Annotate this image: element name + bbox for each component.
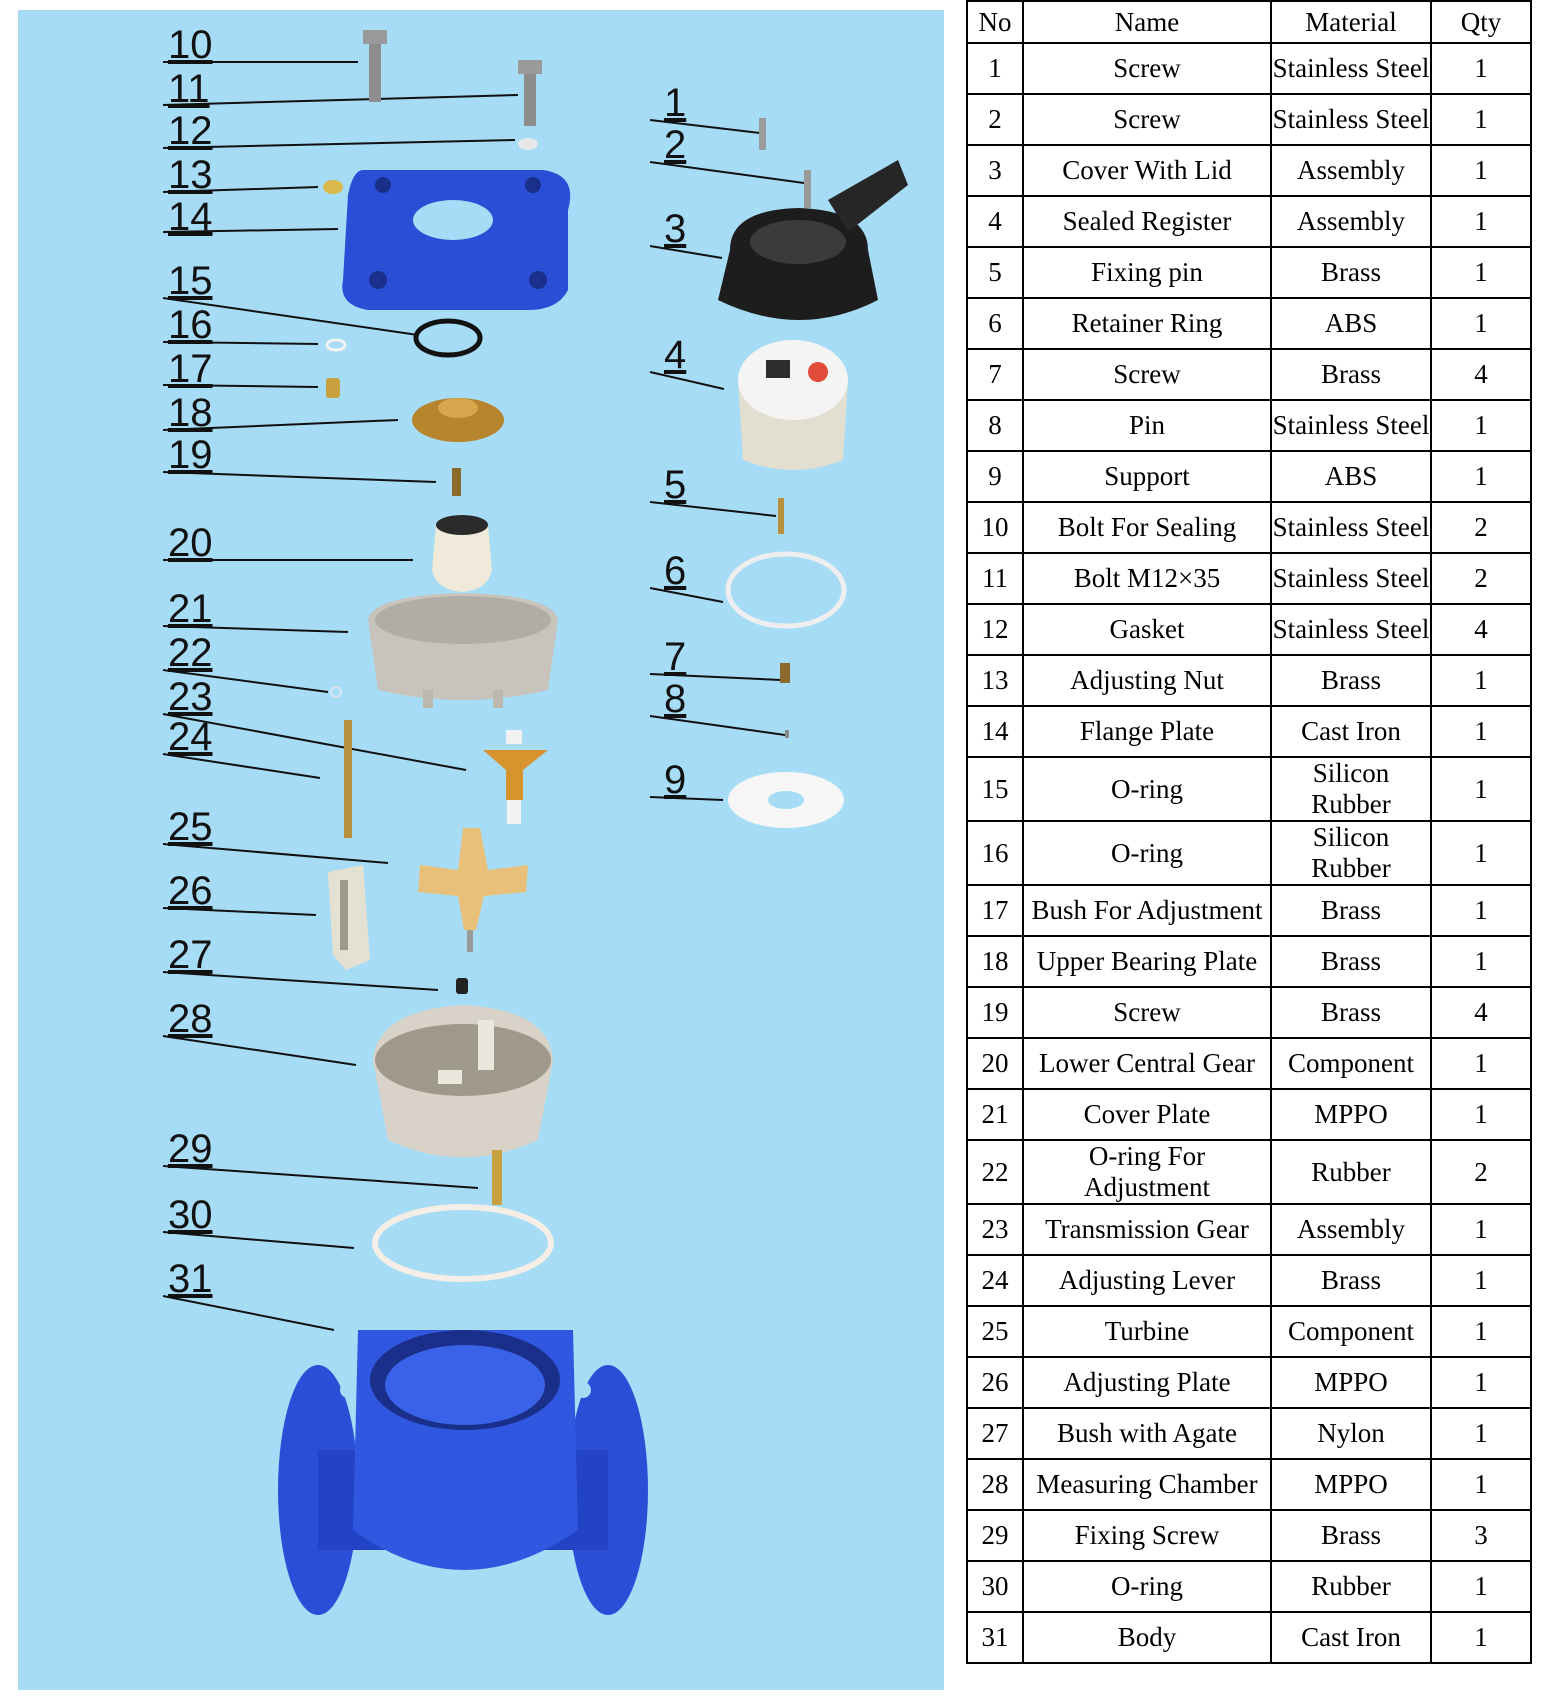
cell-no: 2	[967, 94, 1023, 145]
cell-name: Bolt For Sealing	[1023, 502, 1271, 553]
cell-name: O-ring For Adjustment	[1023, 1140, 1271, 1204]
cell-material: Nylon	[1271, 1408, 1431, 1459]
label-29: 29	[168, 1127, 213, 1171]
label-18: 18	[168, 391, 213, 435]
table-row	[967, 43, 1531, 94]
table-row	[967, 1306, 1531, 1357]
label-28: 28	[168, 997, 213, 1041]
cell-no: 25	[967, 1306, 1023, 1357]
label-16: 16	[168, 303, 213, 347]
cell-material: ABS	[1271, 451, 1431, 502]
cell-material: Brass	[1271, 655, 1431, 706]
cell-material: Stainless Steel	[1271, 43, 1431, 94]
exploded-diagram	[18, 10, 944, 1690]
table-row	[967, 604, 1531, 655]
table-row	[967, 1612, 1531, 1663]
cell-name: Adjusting Nut	[1023, 655, 1271, 706]
cell-qty: 4	[1431, 604, 1531, 655]
cell-no: 8	[967, 400, 1023, 451]
cell-qty: 3	[1431, 1510, 1531, 1561]
cell-no: 23	[967, 1204, 1023, 1255]
cell-name: Support	[1023, 451, 1271, 502]
table-row	[967, 821, 1531, 885]
cell-qty: 1	[1431, 1089, 1531, 1140]
label-19: 19	[168, 433, 213, 477]
cell-qty: 1	[1431, 706, 1531, 757]
table-row	[967, 400, 1531, 451]
cell-no: 22	[967, 1140, 1023, 1204]
cell-no: 14	[967, 706, 1023, 757]
part-adjusting-plate	[328, 865, 370, 970]
label-6: 6	[664, 549, 687, 593]
label-15: 15	[168, 259, 213, 303]
cell-name: Adjusting Lever	[1023, 1255, 1271, 1306]
cell-no: 3	[967, 145, 1023, 196]
cell-no: 29	[967, 1510, 1023, 1561]
table-row	[967, 1459, 1531, 1510]
cell-no: 30	[967, 1561, 1023, 1612]
cell-name: Turbine	[1023, 1306, 1271, 1357]
part-bush-for-adjustment	[326, 378, 340, 398]
cell-material: Assembly	[1271, 1204, 1431, 1255]
cell-qty: 1	[1431, 1408, 1531, 1459]
cell-material: Component	[1271, 1038, 1431, 1089]
label-21: 21	[168, 587, 213, 631]
part-flange-plate	[342, 170, 570, 310]
table-row	[967, 553, 1531, 604]
part-screw-2	[804, 170, 811, 208]
table-row	[967, 298, 1531, 349]
cell-name: Bush For Adjustment	[1023, 885, 1271, 936]
cell-no: 19	[967, 987, 1023, 1038]
table-row	[967, 987, 1531, 1038]
table-row	[967, 1204, 1531, 1255]
cell-name: Fixing Screw	[1023, 1510, 1271, 1561]
cell-material: Brass	[1271, 987, 1431, 1038]
label-5: 5	[664, 463, 687, 507]
label-22: 22	[168, 631, 213, 675]
part-adjusting-nut	[323, 180, 343, 194]
cell-material: Stainless Steel	[1271, 400, 1431, 451]
cell-qty: 1	[1431, 400, 1531, 451]
table-row	[967, 349, 1531, 400]
cell-material: Brass	[1271, 247, 1431, 298]
cell-name: Gasket	[1023, 604, 1271, 655]
label-7: 7	[664, 635, 687, 679]
table-row	[967, 145, 1531, 196]
table-row	[967, 1510, 1531, 1561]
cell-qty: 1	[1431, 451, 1531, 502]
cell-material: Cast Iron	[1271, 1612, 1431, 1663]
label-27: 27	[168, 933, 213, 977]
cell-name: Flange Plate	[1023, 706, 1271, 757]
cell-name: Transmission Gear	[1023, 1204, 1271, 1255]
part-bolt-for-sealing	[363, 30, 387, 102]
cell-qty: 1	[1431, 43, 1531, 94]
cell-material: Stainless Steel	[1271, 604, 1431, 655]
cell-qty: 1	[1431, 936, 1531, 987]
label-31: 31	[168, 1257, 213, 1301]
cell-no: 10	[967, 502, 1023, 553]
label-14: 14	[168, 195, 213, 239]
cell-qty: 4	[1431, 349, 1531, 400]
cell-name: Measuring Chamber	[1023, 1459, 1271, 1510]
cell-no: 17	[967, 885, 1023, 936]
cell-material: Component	[1271, 1306, 1431, 1357]
header-qty: Qty	[1431, 1, 1531, 43]
cell-no: 16	[967, 821, 1023, 885]
parts-table	[966, 0, 1532, 1664]
part-bolt-m12	[518, 60, 542, 126]
label-20: 20	[168, 521, 213, 565]
cell-material: MPPO	[1271, 1357, 1431, 1408]
cell-material: Silicon Rubber	[1271, 757, 1431, 821]
cell-no: 4	[967, 196, 1023, 247]
part-o-ring-22	[331, 687, 341, 697]
cell-name: Upper Bearing Plate	[1023, 936, 1271, 987]
cell-no: 31	[967, 1612, 1023, 1663]
cell-qty: 2	[1431, 553, 1531, 604]
table-row	[967, 451, 1531, 502]
cell-material: Stainless Steel	[1271, 502, 1431, 553]
cell-qty: 1	[1431, 247, 1531, 298]
label-10: 10	[168, 23, 213, 67]
table-body	[967, 43, 1531, 1663]
cell-no: 13	[967, 655, 1023, 706]
cell-name: Bush with Agate	[1023, 1408, 1271, 1459]
cell-qty: 1	[1431, 821, 1531, 885]
cell-qty: 2	[1431, 1140, 1531, 1204]
cell-qty: 1	[1431, 1561, 1531, 1612]
part-upper-bearing-plate	[412, 398, 504, 442]
label-3: 3	[664, 207, 687, 251]
label-12: 12	[168, 109, 213, 153]
cell-name: Cover With Lid	[1023, 145, 1271, 196]
cell-qty: 1	[1431, 1306, 1531, 1357]
label-4: 4	[664, 333, 687, 377]
cell-material: Brass	[1271, 885, 1431, 936]
part-o-ring-15	[416, 321, 480, 355]
cell-qty: 1	[1431, 1255, 1531, 1306]
table-row	[967, 757, 1531, 821]
table-row	[967, 655, 1531, 706]
label-30: 30	[168, 1193, 213, 1237]
cell-name: Retainer Ring	[1023, 298, 1271, 349]
cell-name: O-ring	[1023, 1561, 1271, 1612]
part-o-ring-16	[327, 340, 345, 350]
cell-no: 15	[967, 757, 1023, 821]
label-2: 2	[664, 123, 687, 167]
cell-no: 9	[967, 451, 1023, 502]
cell-qty: 1	[1431, 1612, 1531, 1663]
cell-no: 18	[967, 936, 1023, 987]
cell-qty: 1	[1431, 94, 1531, 145]
cell-qty: 1	[1431, 885, 1531, 936]
cell-no: 12	[967, 604, 1023, 655]
cell-qty: 1	[1431, 1459, 1531, 1510]
cell-no: 6	[967, 298, 1023, 349]
part-fixing-pin	[778, 498, 784, 534]
cell-no: 26	[967, 1357, 1023, 1408]
cell-no: 20	[967, 1038, 1023, 1089]
part-measuring-chamber	[373, 1005, 553, 1158]
part-bush-with-agate	[456, 978, 468, 994]
cell-name: Fixing pin	[1023, 247, 1271, 298]
part-screw-7	[780, 663, 790, 683]
table-row	[967, 1357, 1531, 1408]
cell-name: Cover Plate	[1023, 1089, 1271, 1140]
label-23: 23	[168, 675, 213, 719]
cell-no: 21	[967, 1089, 1023, 1140]
table-row	[967, 247, 1531, 298]
part-screw-19	[452, 468, 461, 496]
label-1: 1	[664, 81, 687, 125]
table-row	[967, 936, 1531, 987]
cell-material: MPPO	[1271, 1089, 1431, 1140]
label-13: 13	[168, 153, 213, 197]
part-cover-plate	[368, 593, 558, 708]
cell-qty: 1	[1431, 1357, 1531, 1408]
cell-qty: 1	[1431, 298, 1531, 349]
cell-name: Pin	[1023, 400, 1271, 451]
part-adjusting-lever	[344, 720, 352, 838]
cell-name: Lower Central Gear	[1023, 1038, 1271, 1089]
table-row	[967, 885, 1531, 936]
header-material: Material	[1271, 1, 1431, 43]
table-row	[967, 502, 1531, 553]
cell-qty: 1	[1431, 196, 1531, 247]
cell-material: Brass	[1271, 936, 1431, 987]
label-24: 24	[168, 715, 213, 759]
cell-no: 27	[967, 1408, 1023, 1459]
cell-no: 28	[967, 1459, 1023, 1510]
cell-name: Screw	[1023, 43, 1271, 94]
table-row	[967, 1038, 1531, 1089]
cell-material: Assembly	[1271, 196, 1431, 247]
cell-name: O-ring	[1023, 757, 1271, 821]
table-row	[967, 1561, 1531, 1612]
label-11: 11	[168, 67, 210, 111]
table-row	[967, 94, 1531, 145]
header-name: Name	[1023, 1, 1271, 43]
cell-name: Body	[1023, 1612, 1271, 1663]
diagram-svg	[18, 10, 944, 1690]
table-header-row	[967, 1, 1531, 43]
part-pin	[785, 730, 789, 738]
label-17: 17	[168, 347, 213, 391]
cell-qty: 1	[1431, 655, 1531, 706]
cell-qty: 1	[1431, 757, 1531, 821]
cell-material: Silicon Rubber	[1271, 821, 1431, 885]
cell-name: Screw	[1023, 987, 1271, 1038]
label-26: 26	[168, 869, 213, 913]
cell-qty: 1	[1431, 1038, 1531, 1089]
cell-material: Cast Iron	[1271, 706, 1431, 757]
part-lower-central-gear	[432, 515, 492, 592]
cell-name: O-ring	[1023, 821, 1271, 885]
part-fixing-screw	[492, 1150, 502, 1205]
part-o-ring-30	[375, 1207, 551, 1279]
cell-qty: 1	[1431, 1204, 1531, 1255]
cell-qty: 1	[1431, 145, 1531, 196]
cell-material: Brass	[1271, 349, 1431, 400]
cell-no: 24	[967, 1255, 1023, 1306]
cell-material: Stainless Steel	[1271, 553, 1431, 604]
part-gasket	[518, 138, 538, 150]
label-9: 9	[664, 758, 687, 802]
table-row	[967, 1089, 1531, 1140]
cell-no: 11	[967, 553, 1023, 604]
part-screw-1	[759, 118, 766, 150]
part-cover-with-lid	[718, 160, 908, 320]
cell-material: Brass	[1271, 1255, 1431, 1306]
cell-name: Screw	[1023, 349, 1271, 400]
header-no: No	[967, 1, 1023, 43]
table-row	[967, 1255, 1531, 1306]
cell-material: Brass	[1271, 1510, 1431, 1561]
cell-material: ABS	[1271, 298, 1431, 349]
part-transmission-gear	[483, 730, 548, 824]
cell-material: Assembly	[1271, 145, 1431, 196]
cell-material: MPPO	[1271, 1459, 1431, 1510]
cell-name: Bolt M12×35	[1023, 553, 1271, 604]
part-retainer-ring	[728, 554, 844, 626]
table-row	[967, 196, 1531, 247]
cell-material: Rubber	[1271, 1140, 1431, 1204]
part-support	[728, 772, 844, 828]
label-25: 25	[168, 805, 213, 849]
part-sealed-register	[738, 340, 848, 470]
cell-name: Adjusting Plate	[1023, 1357, 1271, 1408]
part-body	[278, 1330, 648, 1615]
cell-name: Screw	[1023, 94, 1271, 145]
table-row	[967, 1408, 1531, 1459]
cell-material: Stainless Steel	[1271, 94, 1431, 145]
cell-no: 7	[967, 349, 1023, 400]
cell-qty: 4	[1431, 987, 1531, 1038]
part-turbine	[418, 828, 528, 952]
table-row	[967, 1140, 1531, 1204]
cell-name: Sealed Register	[1023, 196, 1271, 247]
cell-no: 5	[967, 247, 1023, 298]
cell-no: 1	[967, 43, 1023, 94]
cell-material: Rubber	[1271, 1561, 1431, 1612]
label-8: 8	[664, 677, 687, 721]
cell-qty: 2	[1431, 502, 1531, 553]
table-row	[967, 706, 1531, 757]
